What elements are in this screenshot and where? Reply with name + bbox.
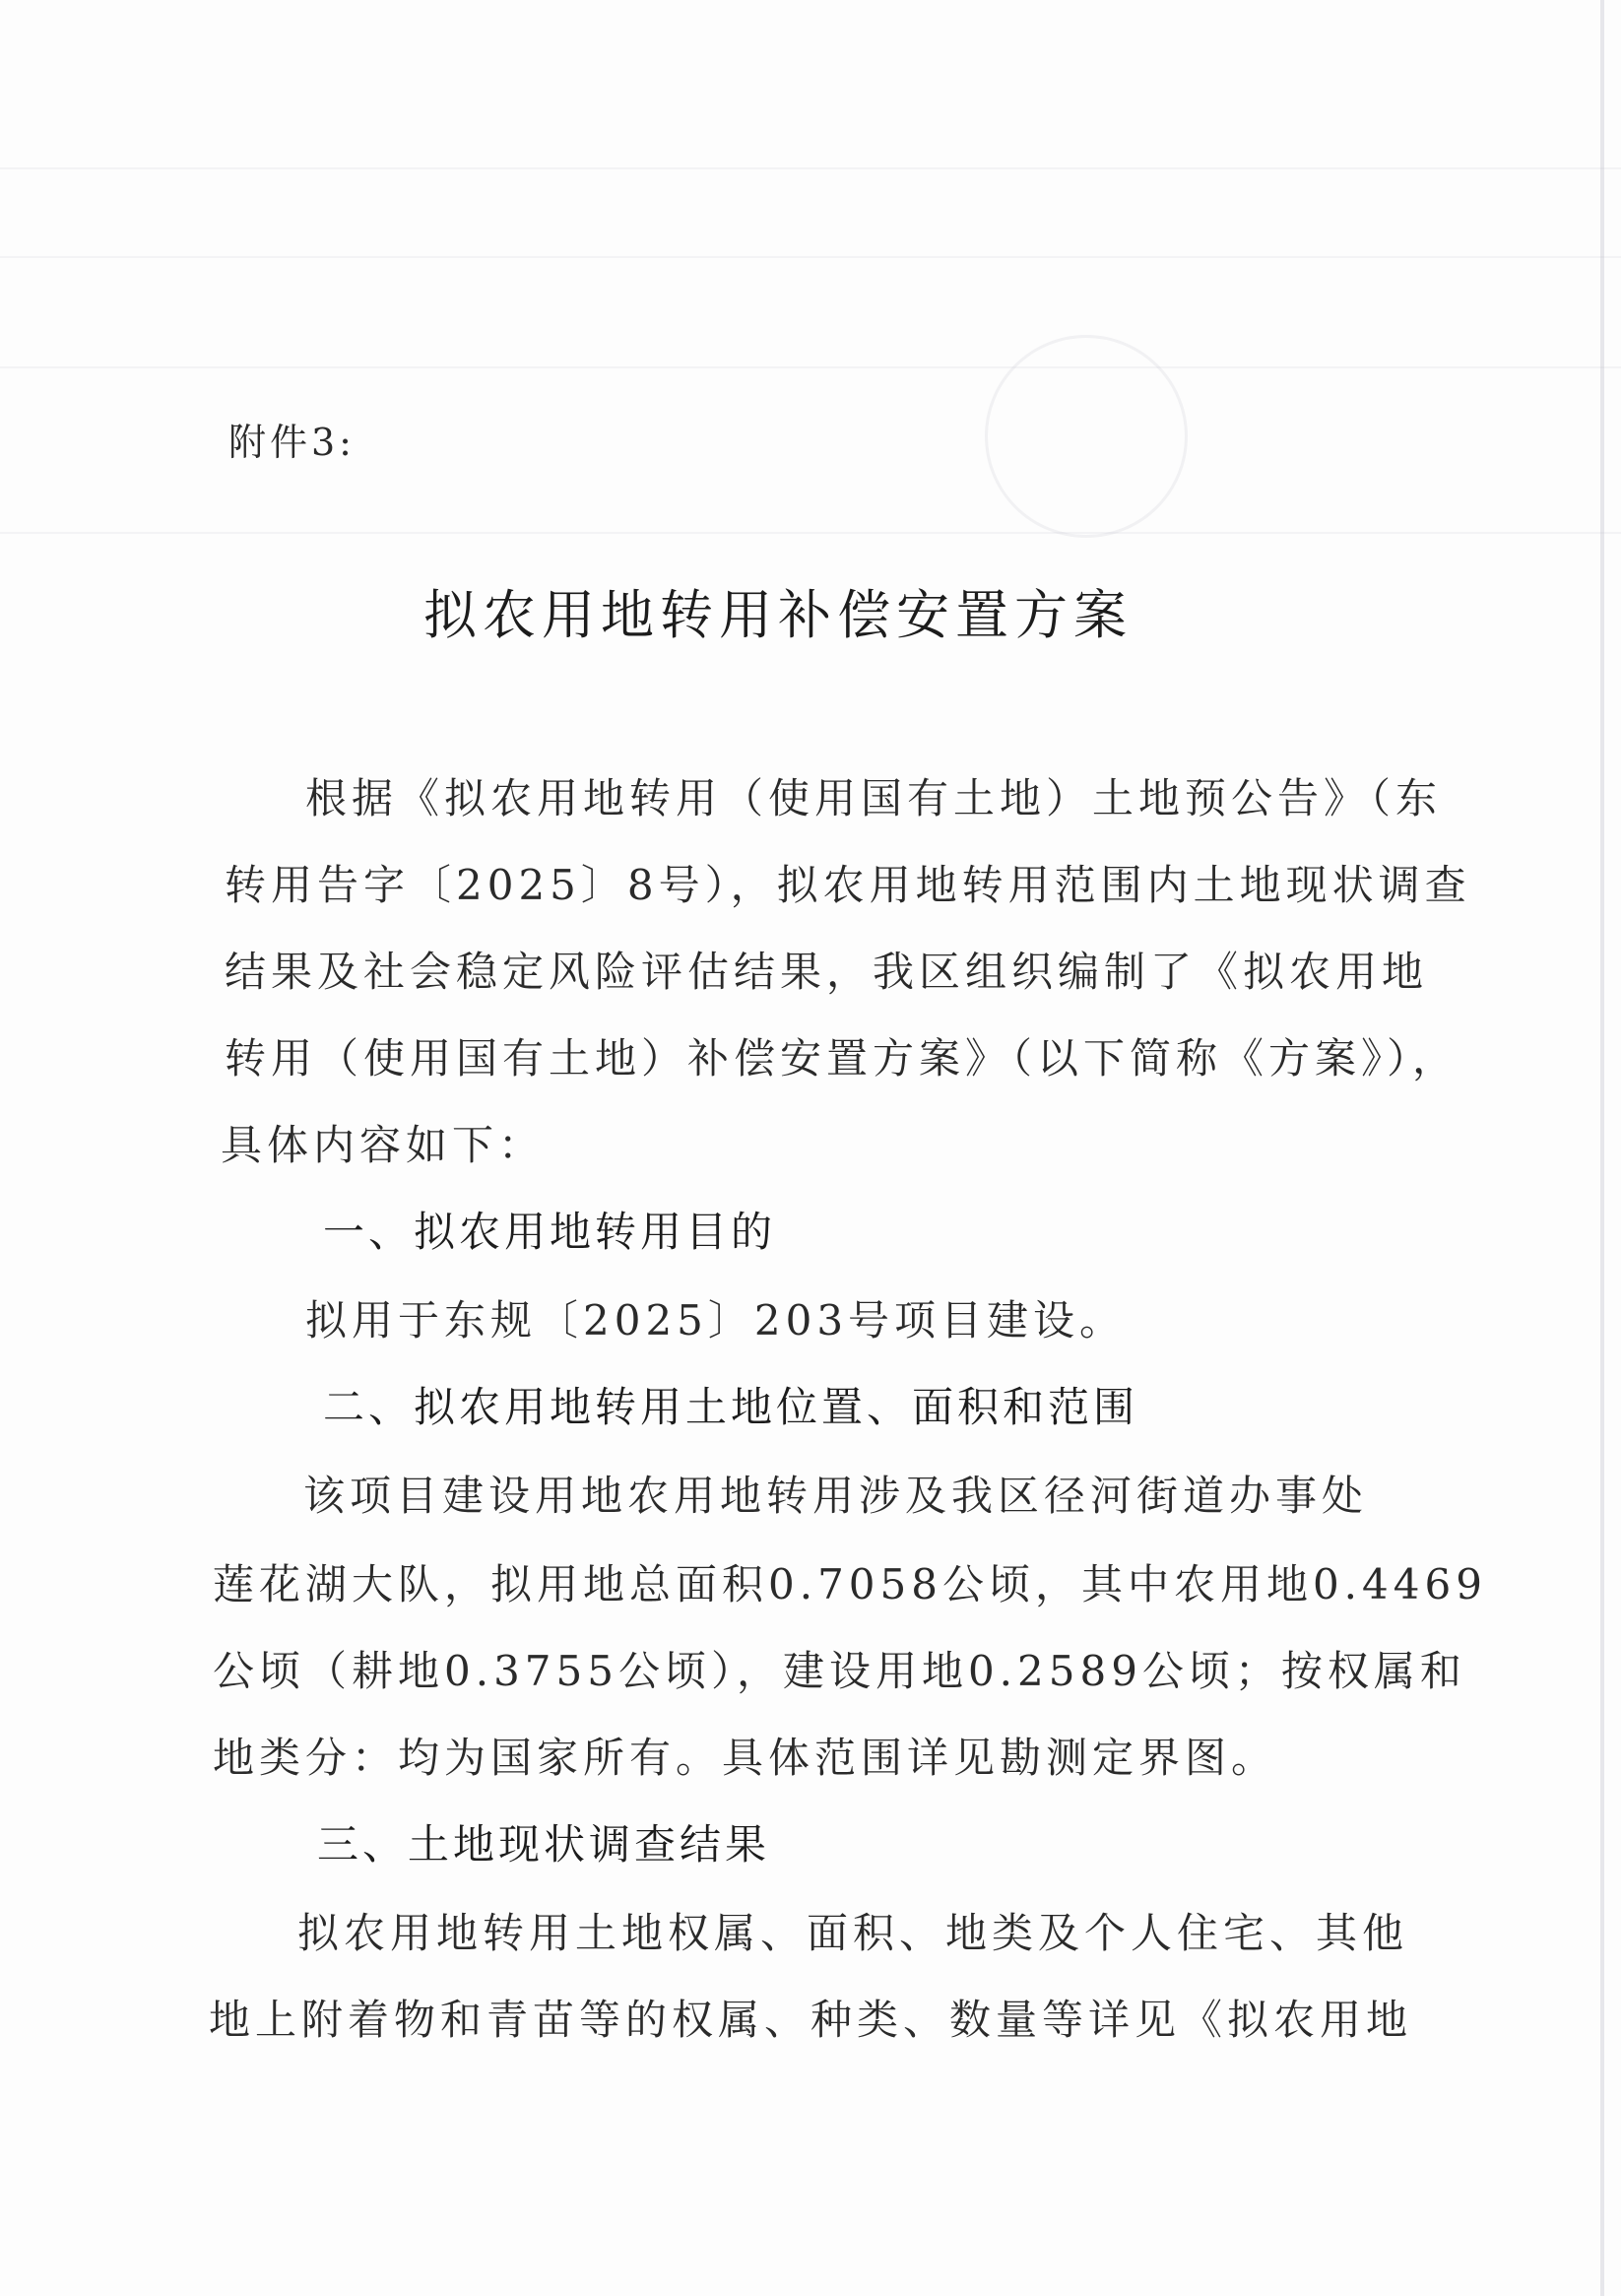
paragraph-line: 公顷（耕地0.3755公顷），建设用地0.2589公顷；按权属和 <box>213 1647 1466 1695</box>
paragraph-line: 根据《拟农用地转用（使用国有土地）土地预公告》（东 <box>305 774 1443 822</box>
scan-artifact-line <box>0 256 1621 258</box>
paragraph-line: 具体内容如下： <box>221 1121 546 1169</box>
paragraph-line: 转用告字〔2025〕8号），拟农用地转用范围内土地现状调查 <box>225 861 1471 909</box>
scan-artifact-line <box>0 167 1621 169</box>
section-heading: 二、拟农用地转用土地位置、面积和范围 <box>323 1383 1139 1431</box>
scan-edge <box>1600 0 1604 2296</box>
section-heading: 一、拟农用地转用目的 <box>323 1208 777 1256</box>
section-heading: 三、土地现状调查结果 <box>317 1820 771 1869</box>
paragraph-line: 莲花湖大队，拟用地总面积0.7058公顷，其中农用地0.4469 <box>213 1560 1487 1608</box>
paragraph-line: 该项目建设用地农用地转用涉及我区径河街道办事处 <box>303 1472 1369 1520</box>
attachment-label: 附件3: <box>228 421 356 464</box>
paragraph-line: 地上附着物和青苗等的权属、种类、数量等详见《拟农用地 <box>209 1996 1413 2044</box>
paragraph-line: 转用（使用国有土地）补偿安置方案》（以下简称《方案》）， <box>225 1034 1459 1082</box>
paragraph-line: 结果及社会稳定风险评估结果，我区组织编制了《拟农用地 <box>225 948 1429 996</box>
paragraph-line: 拟农用地转用土地权属、面积、地类及个人住宅、其他 <box>297 1909 1409 1957</box>
document-title: 拟农用地转用补偿安置方案 <box>423 584 1133 646</box>
paragraph-line: 地类分：均为国家所有。具体范围详见勘测定界图。 <box>213 1734 1278 1782</box>
faint-stamp-mark <box>985 335 1188 538</box>
paragraph-line: 拟用于东规〔2025〕203号项目建设。 <box>305 1296 1127 1345</box>
scan-artifact-line <box>0 366 1621 368</box>
scan-artifact-line <box>0 532 1621 534</box>
